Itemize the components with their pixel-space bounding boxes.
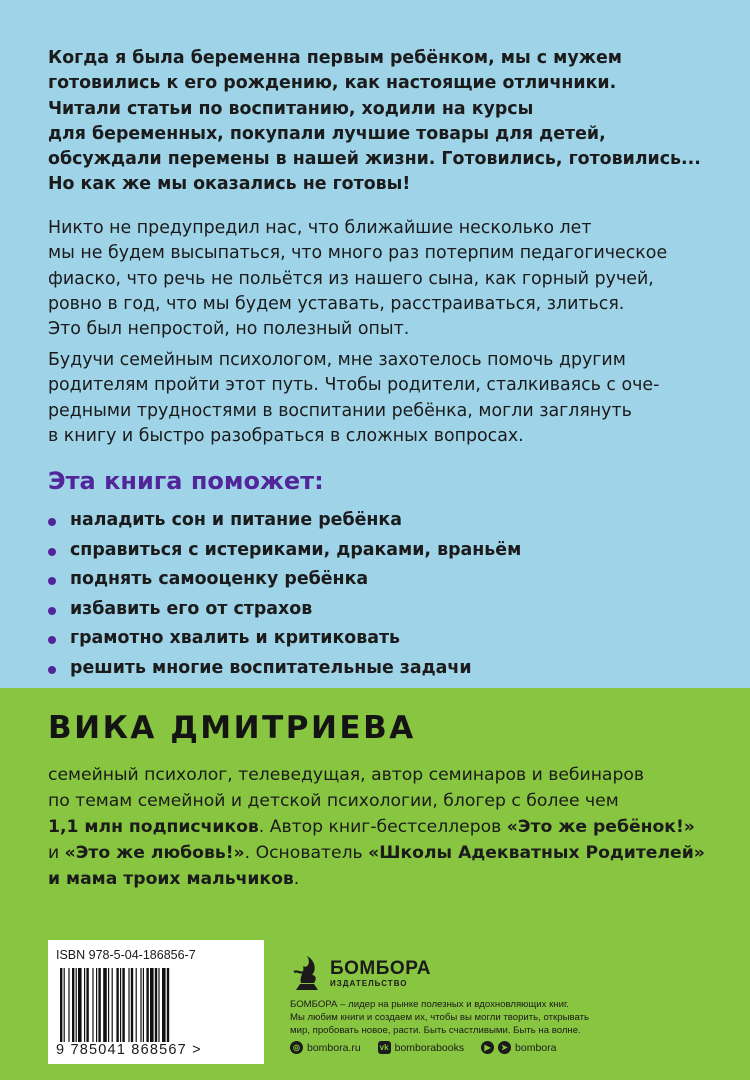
bio-line <box>48 762 728 788</box>
social-vk-text: bomborabooks <box>394 1041 465 1054</box>
vk-icon: vk <box>378 1041 391 1054</box>
publisher-description <box>290 998 710 1037</box>
youtube-icon: ▶ <box>481 1041 494 1054</box>
bio-text: . Автор книг-бестселлеров <box>258 817 507 837</box>
author-name: ВИКА ДМИТРИЕВА <box>48 710 416 746</box>
web-icon: ◎ <box>290 1041 303 1054</box>
social-links <box>290 1041 570 1054</box>
bio-text: по темам семейной и детской психологии, блогер с более чем <box>48 791 619 811</box>
social-tg <box>481 1041 556 1054</box>
paragraph-line: Никто не предупредил нас, что ближайшие несколько лет <box>48 218 592 238</box>
list-item <box>48 565 521 595</box>
list-item <box>48 506 521 536</box>
bio-line <box>48 788 728 814</box>
list-item <box>48 654 521 684</box>
list-item <box>48 536 521 566</box>
school-name: «Школы Адекватных Родителей» <box>368 843 705 863</box>
publisher-line: БОМБОРА – лидер на рынке полезных и вдохновляющих книг. <box>290 999 569 1010</box>
barcode-bars-icon <box>60 968 260 1042</box>
list-item-text: поднять самооценку ребёнка <box>70 569 369 590</box>
bullet-dot-icon <box>48 636 56 644</box>
bio-emphasis: и мама троих мальчиков <box>48 869 294 889</box>
publisher-line: Мы любим книги и создаем их, чтобы вы могли творить, открывать <box>290 1012 589 1023</box>
paragraph-line: редными трудностями в воспитании ребёнка, могли заглянуть <box>48 400 632 421</box>
paragraph-line: мы не будем высыпаться, что много раз потерпим педагогическое <box>48 243 668 264</box>
bio-line <box>48 814 728 840</box>
lead-line: готовились к его рождению, как настоящие отличники. <box>48 73 617 94</box>
bullet-dot-icon <box>48 548 56 556</box>
telegram-icon: ➤ <box>498 1041 511 1054</box>
author-bio <box>48 762 728 892</box>
lead-line: для беременных, покупали лучшие товары для детей, <box>48 123 606 144</box>
helps-heading: Эта книга поможет: <box>48 467 324 495</box>
lead-line: обсуждали перемены в нашей жизни. Готовились, готовились... <box>48 149 701 170</box>
book-title: «Это же ребёнок!» <box>506 817 695 837</box>
social-site-text: bombora.ru <box>307 1041 361 1054</box>
lead-line: Читали статьи по воспитанию, ходили на курсы <box>48 98 534 119</box>
bio-line <box>48 866 728 892</box>
list-item-text: справиться с истериками, драками, враньём <box>70 539 522 560</box>
isbn-text: ISBN 978-5-04-186856-7 <box>56 948 196 962</box>
brand-subtitle: ИЗДАТЕЛЬСТВО <box>330 979 408 988</box>
book-title: «Это же любовь!» <box>64 843 245 863</box>
list-item <box>48 624 521 654</box>
bio-line <box>48 840 728 866</box>
bullet-dot-icon <box>48 518 56 526</box>
bio-text: . <box>293 869 300 889</box>
bullet-dot-icon <box>48 666 56 674</box>
paragraph-line: Будучи семейным психологом, мне захотелось помочь другим <box>48 350 626 370</box>
bullet-dot-icon <box>48 577 56 585</box>
publisher-line: мир, пробовать новое, расти. Быть счастливыми. Быть на волне. <box>290 1025 581 1036</box>
list-item-text: наладить сон и питание ребёнка <box>70 510 402 530</box>
list-item-text: избавить его от страхов <box>70 598 313 619</box>
list-item <box>48 595 521 625</box>
lead-line: Но как же мы оказались не готовы! <box>48 174 411 195</box>
paragraph-line: в книгу и быстро разобраться в сложных вопросах. <box>48 425 524 446</box>
list-item-text: решить многие воспитательные задачи <box>70 657 472 678</box>
paragraph-line: родителям пройти этот путь. Чтобы родители, сталкиваясь с оче- <box>48 375 660 396</box>
social-tg-text: bombora <box>515 1041 557 1054</box>
bio-text: семейный психолог, телеведущая, автор семинаров и вебинаров <box>48 765 645 785</box>
social-site <box>290 1041 361 1054</box>
bombora-logo-icon <box>290 950 324 992</box>
paragraph-line: фиаско, что речь не польётся из нашего сына, как горный ручей, <box>48 268 654 289</box>
paragraph-experience <box>48 216 718 342</box>
bio-text: и <box>48 843 65 863</box>
paragraph-line: Это был непростой, но полезный опыт. <box>48 319 410 340</box>
brand-name: БОМБОРА <box>330 958 431 979</box>
barcode-box <box>48 940 264 1064</box>
bullet-dot-icon <box>48 607 56 615</box>
bio-text: . Основатель <box>244 843 369 863</box>
social-vk <box>378 1041 464 1054</box>
paragraph-purpose <box>48 348 718 449</box>
lead-line: Когда я была беременна первым ребёнком, мы с мужем <box>48 48 623 68</box>
list-item-text: грамотно хвалить и критиковать <box>70 628 401 649</box>
barcode-number: 9 785041 868567 > <box>56 1042 202 1058</box>
lead-paragraph <box>48 46 718 198</box>
helps-list <box>48 506 521 684</box>
paragraph-line: ровно в год, что мы будем уставать, расстраиваться, злиться. <box>48 293 625 314</box>
subscribers-count: 1,1 млн подписчиков <box>48 817 259 837</box>
